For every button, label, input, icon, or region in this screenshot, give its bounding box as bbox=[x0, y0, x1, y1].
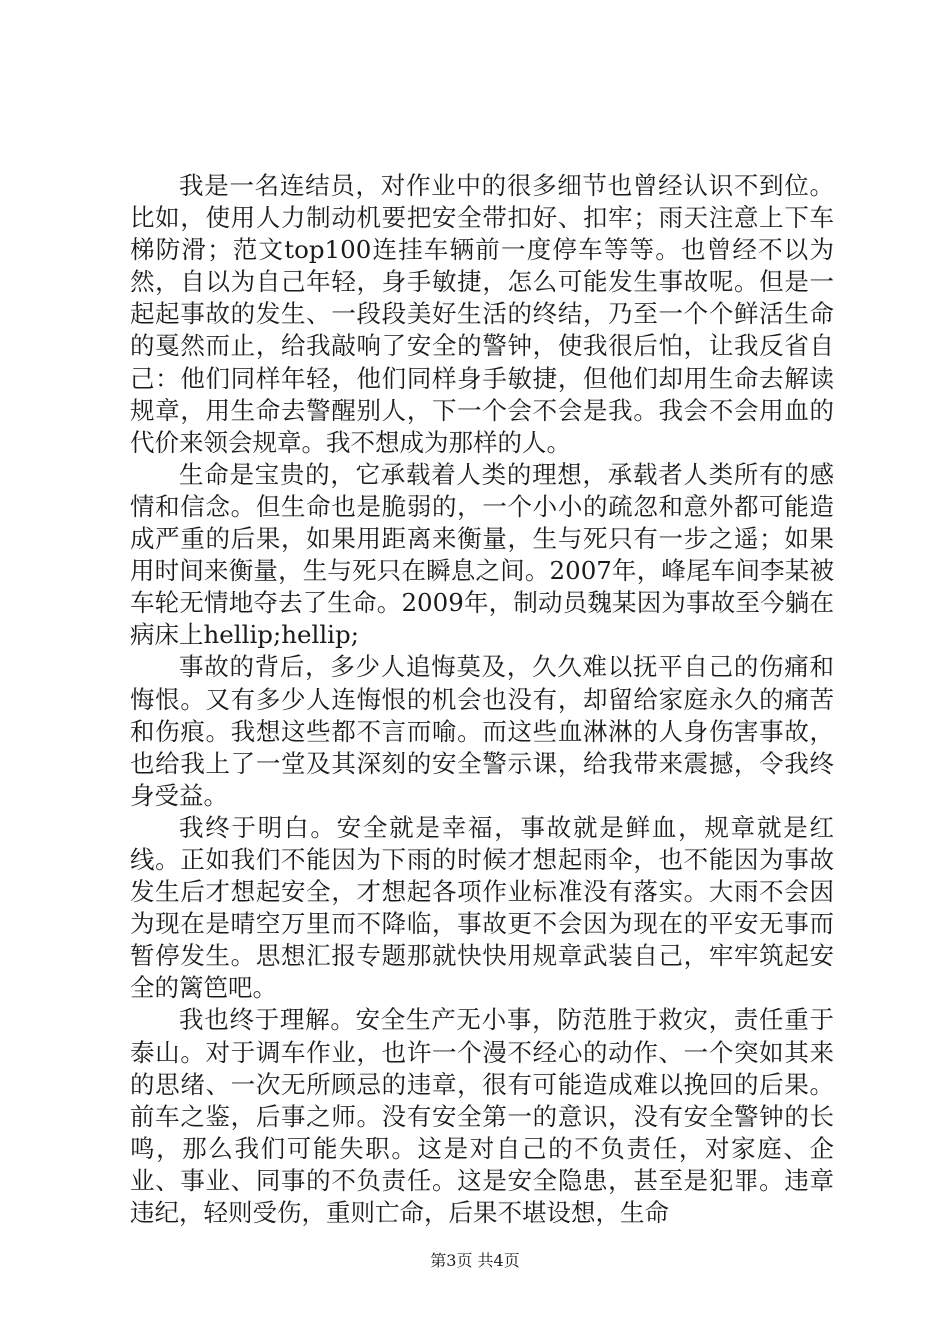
document-body bbox=[130, 170, 834, 1229]
paragraph: 我终于明白。安全就是幸福，事故就是鲜血，规章就是红线。正如我们不能因为下雨的时候才想起雨伞，也不能因为事故发生后才想起安全，才想起各项作业标准没有落实。大雨不会因为现在是晴空万里而不降临，事故更不会因为现在的平安无事而暂停发生。思想汇报专题那就快快用规章武装自己，牢牢筑起安全的篱笆吧。 bbox=[130, 812, 834, 1003]
paragraph: 我是一名连结员，对作业中的很多细节也曾经认识不到位。比如，使用人力制动机要把安全带扣好、扣牢；雨天注意上下车梯防滑；范文top100连挂车辆前一度停车等等。也曾经不以为然，自以为自己年轻，身手敏捷，怎么可能发生事故呢。但是一起起事故的发生、一段段美好生活的终结，乃至一个个鲜活生命的戛然而止，给我敲响了安全的警钟，使我很后怕，让我反省自己：他们同样年轻，他们同样身手敏捷，但他们却用生命去解读规章，用生命去警醒别人，下一个会不会是我。我会不会用血的代价来领会规章。我不想成为那样的人。 bbox=[130, 171, 834, 457]
paragraph: 生命是宝贵的，它承载着人类的理想，承载者人类所有的感情和信念。但生命也是脆弱的，一个小小的疏忽和意外都可能造成严重的后果，如果用距离来衡量，生与死只有一步之遥；如果用时间来衡量，生与死只在瞬息之间。2007年，峰尾车间李某被车轮无情地夺去了生命。2009年，制动员魏某因为事故至今躺在病床上hellip;hellip; bbox=[130, 459, 834, 650]
paragraph: 事故的背后，多少人追悔莫及，久久难以抚平自己的伤痛和悔恨。又有多少人连悔恨的机会也没有，却留给家庭永久的痛苦和伤痕。我想这些都不言而喻。而这些血淋淋的人身伤害事故，也给我上了一堂及其深刻的安全警示课，给我带来震撼，令我终身受益。 bbox=[130, 652, 834, 810]
page-number-footer: 第3页 共4页 bbox=[430, 1251, 520, 1270]
paragraph: 我也终于理解。安全生产无小事，防范胜于救灾，责任重于泰山。对于调车作业，也许一个漫不经心的动作、一个突如其来的思绪、一次无所顾忌的违章，很有可能造成难以挽回的后果。前车之鉴，后事之师。没有安全第一的意识，没有安全警钟的长鸣，那么我们可能失职。这是对自己的不负责任，对家庭、企业、事业、同事的不负责任。这是安全隐患，甚至是犯罪。违章违纪，轻则受伤，重则亡命，后果不堪设想，生命 bbox=[130, 1005, 834, 1227]
